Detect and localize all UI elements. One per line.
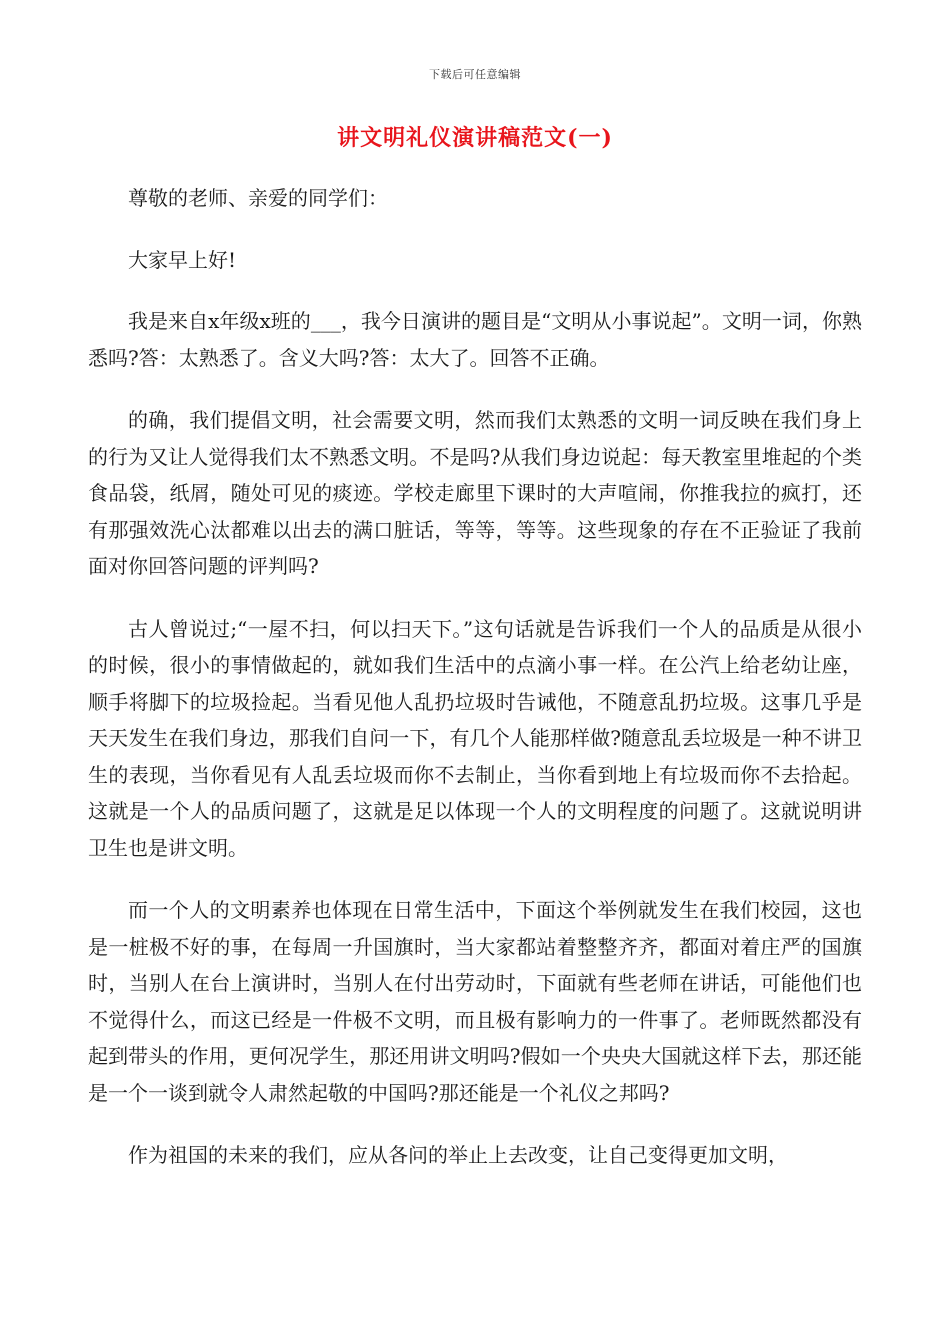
paragraph-future: 作为祖国的未来的我们，应从各问的举止上去改变，让自己变得更加文明， bbox=[128, 1143, 788, 1167]
document-body bbox=[88, 180, 862, 1200]
paragraph-daily-life: 而一个人的文明素养也体现在日常生活中，下面这个举例就发生在我们校园，这也是一桩极不好的事，在每周一升国旗时，当大家都站着整整齐齐，都面对着庄严的国旗时，当别人在台上演讲时，当别人在付出劳动时，下面就有些老师在讲话，可能他们也不觉得什么，而这已经是一件极不文明，而且极有影响力的一件事了。老师既然都没有起到带头的作用，更何况学生，那还用讲文明吗?假如一个央央大国就这样下去，那还能是一个一谈到就令人肃然起敬的中国吗?那还能是一个礼仪之邦吗? bbox=[88, 898, 862, 1105]
paragraph-ancients: 古人曾说过;“一屋不扫，何以扫天下。”这句话就是告诉我们一个人的品质是从很小的时候，很小的事情做起的，就如我们生活中的点滴小事一样。在公汽上给老幼让座，顺手将脚下的垃圾捡起。当看见他人乱扔垃圾时告诫他，不随意乱扔垃圾。这事几乎是天天发生在我们身边，那我们自问一下，有几个人能那样做?随意乱丢垃圾是一种不讲卫生的表现，当你看见有人乱丢垃圾而你不去制止，当你看到地上有垃圾而你不去拾起。这就是一个人的品质问题了，这就是足以体现一个人的文明程度的问题了。这就说明讲卫生也是讲文明。 bbox=[88, 616, 862, 860]
paragraph-morning: 大家早上好! bbox=[128, 247, 237, 272]
page-title: 讲文明礼仪演讲稿范文(一) bbox=[337, 125, 613, 151]
paragraph-indeed: 的确，我们提倡文明，社会需要文明，然而我们太熟悉的文明一词反映在我们身上的行为又让人觉得我们太不熟悉文明。不是吗?从我们身边说起：每天教室里堆起的个类食品袋，纸屑，随处可见的痰迹。学校走廊里下课时的大声喧闹，你推我拉的疯打，还有那强效洗心汰都难以出去的满口脏话，等等，等等。这些现象的存在不正验证了我前面对你回答问题的评判吗? bbox=[88, 408, 862, 578]
paragraph-greeting: 尊敬的老师、亲爱的同学们： bbox=[128, 186, 388, 210]
paragraph-intro: 我是来自x年级x班的___，我今日演讲的题目是“文明从小事说起”。文明一词，你熟悉吗?答：太熟悉了。含义大吗?答：太大了。回答不正确。 bbox=[88, 309, 862, 370]
header-note: 下载后可任意编辑 bbox=[429, 68, 521, 81]
